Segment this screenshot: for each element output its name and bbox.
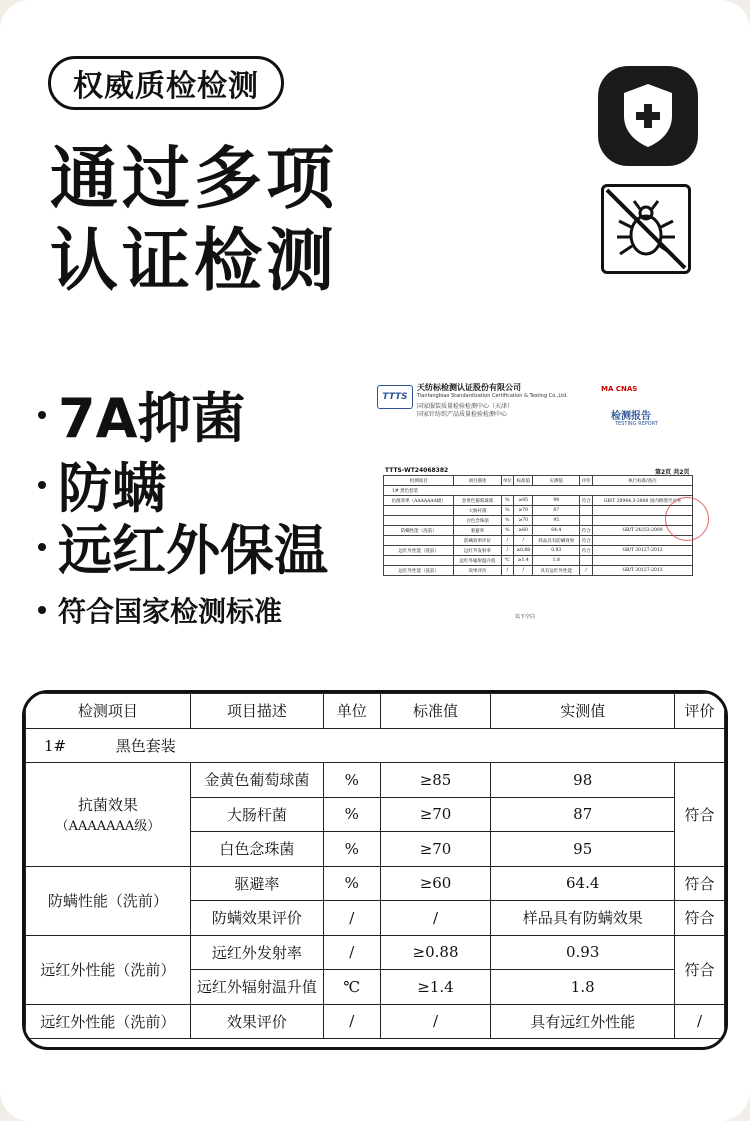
header-item: 检测项目 bbox=[26, 694, 191, 729]
report-title-en: TESTING REPORT bbox=[615, 421, 658, 427]
no-mite-icon bbox=[601, 184, 691, 274]
headline-line2: 认证检测 bbox=[50, 222, 339, 301]
report-page: 第2页 共2页 bbox=[655, 469, 690, 476]
header-standard: 标准值 bbox=[380, 694, 491, 729]
shield-plus-icon bbox=[598, 66, 698, 166]
table-header-row bbox=[26, 694, 725, 729]
far-infrared-item: 远红外性能（洗前） bbox=[26, 935, 191, 1004]
report-end-note: 以下空白 bbox=[515, 614, 536, 620]
antibacterial-item: 抗菌效果 （AAAAAAA级） bbox=[26, 763, 191, 867]
header-unit: 单位 bbox=[323, 694, 380, 729]
report-table: 检测项目 项目描述 单位 标准值 实测值 评价 执行标准/备注 1# 黑色套装 抗菌效果（AAAAAAA级） 金黄色葡萄球菌 % ≥85 98 符合 GB/T 20944.3-2008 国内抑菌空白率 大肠杆菌 % ≥70 87 白色念珠菌 % ≥70 95 防螨性能（洗前） 驱避率 % ≥60 64.4 符合 GB/T 24253-2009 防螨效果评价 / / 样品具有防螨效果 符合 远红外性能（洗前） 远红外发射率 / ≥0.88 0.93 符合 GB/T 30127-2013 远红外辐射温升值 ℃ ≥1.4 1.8 远红外性能（洗前） 效果评价 / / 具有远红外性能 / GB/T 30127-2013 bbox=[383, 475, 693, 576]
feature-antibacterial: 7A抑菌 bbox=[38, 376, 245, 453]
report-center2: 国家针纺织产品质量检验检测中心 bbox=[417, 411, 508, 418]
antibacterial-verdict: 符合 bbox=[675, 763, 725, 867]
table-row: 抗菌效果 （AAAAAAA级） 金黄色葡萄球菌 % ≥85 98 符合 bbox=[26, 763, 725, 798]
feature-antimite: 防螨 bbox=[38, 446, 166, 523]
feature-far-infrared: 远红外保温 bbox=[38, 508, 328, 585]
table-row: 防螨效果评价 / / 样品具有防螨效果 符合 bbox=[26, 901, 725, 936]
table-row: 远红外性能（洗前） 远红外发射率 / ≥0.88 0.93 符合 bbox=[26, 935, 725, 970]
report-logo: TTTS bbox=[377, 385, 413, 409]
report-org: 天纺标检测认证股份有限公司 bbox=[417, 383, 521, 392]
far-infrared-item-2: 远红外性能（洗前） bbox=[26, 1004, 191, 1039]
results-table bbox=[25, 693, 725, 1039]
header-measured: 实测值 bbox=[491, 694, 675, 729]
report-code: TTTS-WT24068382 bbox=[385, 467, 449, 474]
feature-national-standard: 符合国家检测标准 bbox=[38, 590, 282, 630]
table-row: 白色念珠菌 % ≥70 95 bbox=[26, 832, 725, 867]
header-verdict: 评价 bbox=[675, 694, 725, 729]
report-stamp bbox=[665, 497, 709, 541]
sample-number: 1# bbox=[44, 736, 67, 755]
header-desc: 项目描述 bbox=[190, 694, 323, 729]
antimite-item: 防螨性能（洗前） bbox=[26, 866, 191, 935]
sample-name: 黑色套装 bbox=[115, 736, 176, 755]
report-title: 检测报告 bbox=[611, 411, 651, 422]
test-report-image bbox=[365, 355, 715, 640]
sample-row bbox=[26, 728, 725, 763]
table-row: 防螨性能（洗前） 驱避率 % ≥60 64.4 符合 bbox=[26, 866, 725, 901]
results-table-frame bbox=[22, 690, 728, 1050]
report-marks: MA CNAS bbox=[601, 385, 638, 393]
table-row: 大肠杆菌 % ≥70 87 bbox=[26, 797, 725, 832]
quality-badge: 权威质检检测 bbox=[48, 56, 284, 110]
far-infrared-verdict: 符合 bbox=[675, 935, 725, 1004]
report-org-en: Tianfangbiao Standardization Certification & Testing Co.,Ltd. bbox=[417, 393, 568, 399]
table-row: 远红外性能（洗前） 效果评价 / / 具有远红外性能 / bbox=[26, 1004, 725, 1039]
headline-line1: 通过多项 bbox=[50, 140, 339, 219]
table-row: 远红外辐射温升值 ℃ ≥1.4 1.8 bbox=[26, 970, 725, 1005]
report-center1: 国家服装质量检验检测中心（天津） bbox=[417, 403, 514, 410]
